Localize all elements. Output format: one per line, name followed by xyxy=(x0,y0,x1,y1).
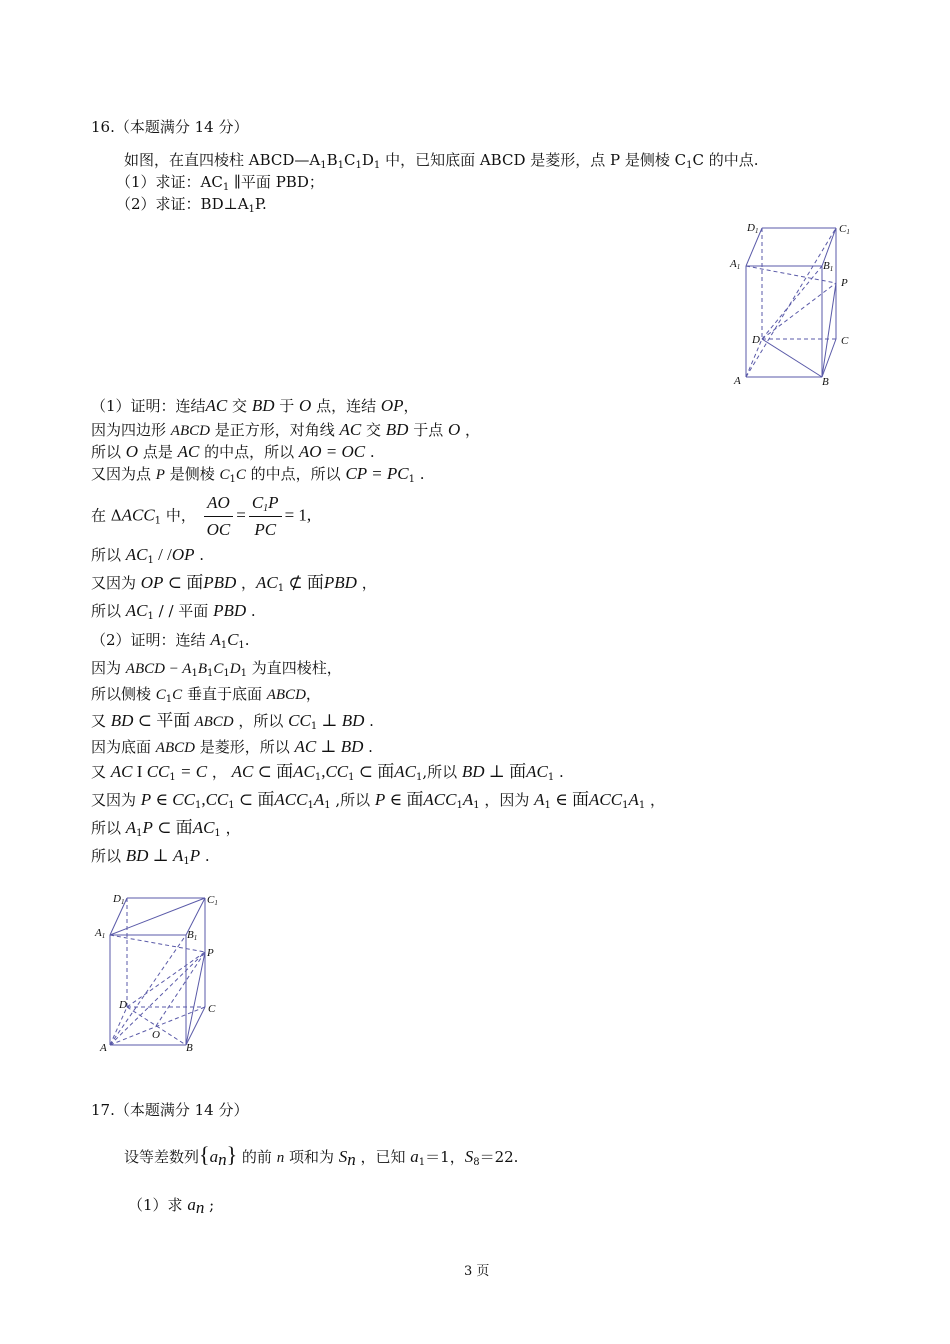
solution1-line7: 又因为 OP ⊂ 面PBD ，$AC_1$ ⊄ 面PBD ， xyxy=(91,573,377,594)
solution2-line1: （2）证明：连结 $A_1C_1$. xyxy=(91,630,250,651)
problem16-question2: （2）求证：$BD\perp A_1P$. xyxy=(116,195,267,215)
label-P: P xyxy=(207,947,214,959)
label-A1: A1 xyxy=(95,927,106,940)
solution1-line3: 所以 O 点是 AC 的中点，所以 AO = OC . xyxy=(91,442,375,461)
label-B1: B1 xyxy=(823,260,834,273)
label-O: O xyxy=(152,1029,160,1041)
solution2-line6: 又 AC I $CC_1 = C$ ， AC ⊂ 面$AC_1,CC_1$ ⊂ 面$AC_1$,所以 BD ⊥ 面$AC_1$ . xyxy=(91,762,564,783)
solution2-line4: 又 BD ⊂ 平面 ABCD ，所以 $CC_1$ ⊥ BD . xyxy=(91,711,374,732)
label-B1: B1 xyxy=(187,929,198,942)
page-number: 3 页 xyxy=(464,1264,490,1279)
label-D1: D1 xyxy=(747,222,759,235)
label-A: A xyxy=(100,1042,107,1054)
solution2-line3: 所以侧棱 $C_1C$ 垂直于底面 ABCD， xyxy=(91,685,321,705)
label-D: D xyxy=(752,334,760,346)
label-B: B xyxy=(822,376,829,388)
solution2-line2: 因为 ABCD − $A_1B_1C_1D_1$ 为直四棱柱， xyxy=(91,659,342,679)
label-B: B xyxy=(186,1042,193,1054)
problem17-question1: （1）求 $a_n$ ; xyxy=(128,1195,215,1217)
solution2-line7: 又因为 P ∈ $CC_1,CC_1$ ⊂ 面$ACC_1A_1$ ,所以 P ∈ 面$ACC_1A_1$ ，因为 $A_1$ ∈ 面$ACC_1A_1$ ， xyxy=(91,790,665,811)
solution1-line4: 又因为点 P 是侧棱 $C_1C$ 的中点，所以 CP = $PC_1$ . xyxy=(91,464,425,485)
solution2-line5: 因为底面 ABCD 是菱形，所以 AC ⊥ BD . xyxy=(91,737,373,756)
solution1-line8: 所以 $AC_1$ / / 平面 PBD . xyxy=(91,601,256,622)
label-D: D xyxy=(119,999,127,1011)
fraction-c1p-pc: $\frac{C_1P}{PC}$ xyxy=(249,491,282,542)
solution1-line6: 所以 $AC_1 / /OP$ . xyxy=(91,545,205,566)
label-C1: C1 xyxy=(207,894,218,907)
problem16-heading: 16.（本题满分 14 分） xyxy=(91,118,249,136)
problem16-intro: 如图，在直四棱柱 $ABCD—A_1B_1C_1D_1$ 中，已知底面 ABCD 是菱形，点 P 是侧棱 $C_1C$ 的中点. xyxy=(124,151,759,171)
label-C: C xyxy=(208,1003,216,1015)
label-A1: A1 xyxy=(730,258,741,271)
solution1-line2: 因为四边形 ABCD 是正方形，对角线 AC 交 BD 于点 O ， xyxy=(91,420,481,439)
solution1-line1: （1）证明：连结AC 交 BD 于 O 点，连结 OP， xyxy=(91,396,419,415)
problem16-question1: （1）求证：$AC_1$ ∥平面 PBD； xyxy=(116,173,324,193)
solution1-line5: 在 $\Delta ACC_1$ 中， $\frac{AO}{OC}$ = $\frac{C_1P}{PC}$ = 1, xyxy=(91,491,311,542)
label-C: C xyxy=(841,335,849,347)
problem17-statement: 设等差数列$\{a_n\}$ 的前 n 项和为 $S_n$ ，已知 $a_1=1$，$S_8=22$. xyxy=(124,1142,519,1169)
prism-figure-2 xyxy=(94,888,228,1060)
solution2-line9: 所以 BD ⊥ $A_1P$ . xyxy=(91,846,210,867)
solution2-line8: 所以 $A_1P$ ⊂ 面$AC_1$ ， xyxy=(91,818,241,839)
label-D1: D1 xyxy=(113,893,125,906)
label-P: P xyxy=(841,277,848,289)
label-A: A xyxy=(734,375,741,387)
prism-figure-1 xyxy=(726,218,860,390)
label-C1: C1 xyxy=(839,223,850,236)
problem17-heading: 17.（本题满分 14 分） xyxy=(91,1101,249,1119)
fraction-ao-oc: $\frac{AO}{OC}$ xyxy=(204,491,234,542)
